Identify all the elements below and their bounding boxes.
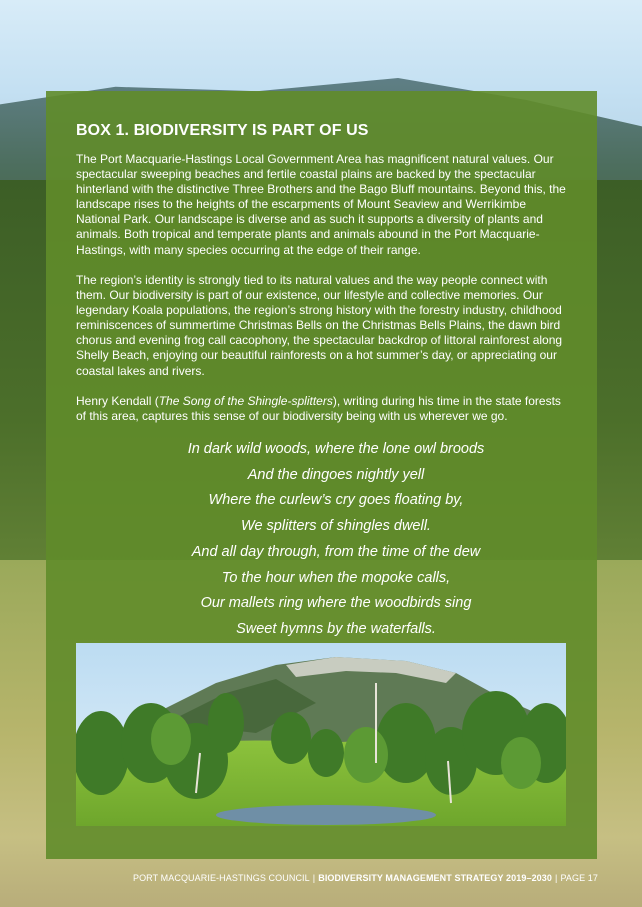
poem-title: The Song of the Shingle-splitters <box>158 394 333 408</box>
paragraph-natural-values: The Port Macquarie-Hastings Local Government Area has magnificent natural values. Our spectacular sweeping beaches and fertile coastal plains are backed by the spectacular hinterland with the distinctive Three Brothers and the Bago Bluff mountains. Beyond this, the landscape rises to the heights of the escarpments of Mount Seaview and Werrikimbe National Park. Our landscape is diverse and as such it supports a diversity of plants and animals. Both tropical and temperate plants and animals abound in the Port Macquarie-Hastings, with many species occurring at the edge of their range. <box>76 152 566 257</box>
footer-council: PORT MACQUARIE-HASTINGS COUNCIL <box>132 873 310 883</box>
poem-line: In dark wild woods, where the lone owl broods <box>187 441 485 457</box>
poem-line: And all day through, from the time of the dew <box>191 543 481 560</box>
poem-line: Sweet hymns by the waterfalls. <box>236 620 436 637</box>
paragraph-region-identity: The region’s identity is strongly tied to its natural values and the way people connect with them. Our biodiversity is part of our existence, our lifestyle and collective memories. Our legendary Koala populations, the region’s strong history with the forestry industry, childhood reminiscences of summertime Christmas Bells on the Christmas Bells Plains, the dawn bird chorus and evening frog call cacophony, the spectacular backdrop of littoral rainforest along Shelly Beach, enjoying our beautiful rainforests on a hot summer’s day, or appreciating our coastal lakes and rivers. <box>76 273 563 378</box>
poem-line: Where the curlew’s cry goes floating by, <box>208 492 464 509</box>
footer-strategy-title: BIODIVERSITY MANAGEMENT STRATEGY 2019–2030 <box>318 873 552 883</box>
poem-line: To the hour when the mopoke calls, <box>221 569 451 586</box>
poem-line: Our mallets ring where the woodbirds sing <box>200 595 472 612</box>
footer-separator: | <box>554 873 558 883</box>
page-number: PAGE 17 <box>560 873 598 883</box>
poem-line: And the dingoes nightly yell <box>247 466 425 483</box>
landscape-photo <box>76 643 566 826</box>
paragraph-henry-kendall <box>76 394 566 424</box>
kendall-text-before: Henry Kendall ( <box>76 394 159 408</box>
page-footer <box>133 873 598 883</box>
footer-separator: | <box>312 873 316 883</box>
poem-quote <box>76 437 596 643</box>
box-title: BOX 1. BIODIVERSITY IS PART OF US <box>76 122 369 139</box>
kendall-text-after: ), writing during his time in the state forests of this area, captures this sense of our biodiversity being with us wherever we go. <box>76 394 561 424</box>
poem-line: We splitters of shingles dwell. <box>241 518 431 535</box>
